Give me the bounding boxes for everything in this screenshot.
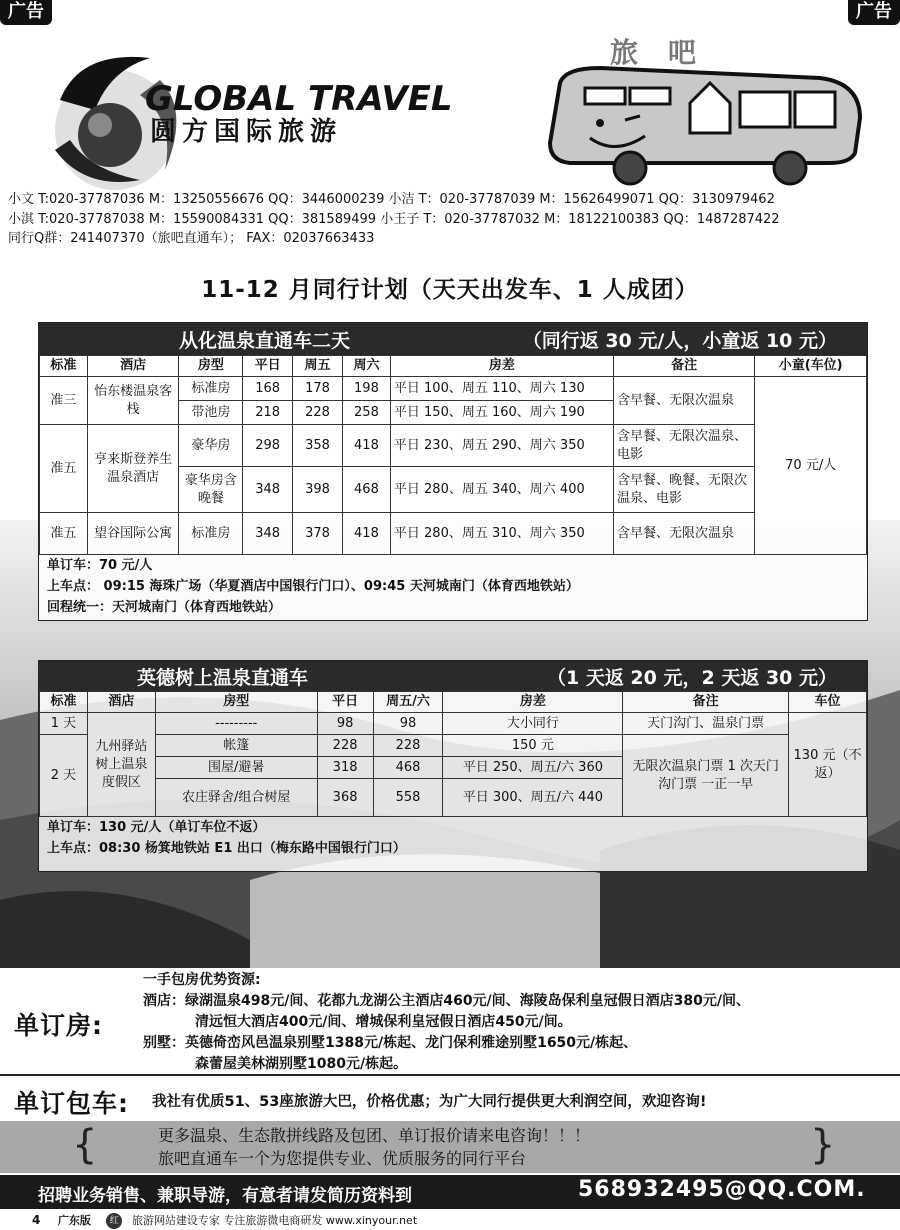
cell-price: 228 <box>293 401 343 425</box>
logo-chinese: 圆方国际旅游 <box>150 117 343 147</box>
col-header: 小童(车位) <box>755 356 867 377</box>
cell-diff: 平日 280、周五 340、周六 400 <box>390 467 613 513</box>
col-header: 房型 <box>179 356 243 377</box>
cell-hotel: 怡东楼温泉客栈 <box>87 377 179 425</box>
col-header: 酒店 <box>87 356 179 377</box>
cell-room: 带池房 <box>179 401 243 425</box>
cell-price: 348 <box>243 467 293 513</box>
col-header: 备注 <box>613 356 754 377</box>
cell-price: 378 <box>293 513 343 555</box>
conghua-price-table <box>39 355 867 555</box>
room-booking-section <box>0 968 900 1074</box>
conghua-rebate: （同行返 30 元/人，小童返 10 元） <box>522 329 837 352</box>
cell-price: 178 <box>293 377 343 401</box>
col-header: 标准 <box>40 356 88 377</box>
col-header: 周五 <box>293 356 343 377</box>
cell-price: 98 <box>317 713 373 735</box>
col-header: 标准 <box>40 692 88 713</box>
recruit-bar <box>0 1175 900 1209</box>
cell-room: 豪华房 <box>179 425 243 467</box>
yingde-price-table <box>39 691 867 817</box>
cell-price: 468 <box>343 467 391 513</box>
contact-line: 同行Q群：241407370（旅吧直通车）； FAX：02037663433 <box>8 231 375 246</box>
cell-diff: 平日 300、周五/六 440 <box>443 779 623 817</box>
brand-icon: 红 <box>106 1213 122 1229</box>
cell-std: 2 天 <box>40 735 88 817</box>
col-header: 平日 <box>317 692 373 713</box>
bus-mascot-image <box>540 28 870 188</box>
logo-english: GLOBAL TRAVEL <box>145 79 453 119</box>
cell-diff: 平日 280、周五 310、周六 350 <box>390 513 613 555</box>
conghua-notes <box>39 555 867 618</box>
divider <box>0 1074 900 1076</box>
page-number: 4 <box>32 1213 41 1227</box>
cell-note: 天门沟门、温泉门票 <box>623 713 789 735</box>
cell-note: 含早餐、无限次温泉、电影 <box>613 425 754 467</box>
cell-note: 含早餐、无限次温泉 <box>613 377 754 425</box>
slogan-line: 更多温泉、生态散拼线路及包团、单订报价请来电咨询！！！ <box>158 1126 591 1145</box>
table-row <box>40 377 867 401</box>
note-line: 回程统一：天河城南门（体育西地铁站） <box>47 600 282 615</box>
slogan-line: 旅吧直通车一个为您提供专业、优质服务的同行平台 <box>158 1149 527 1168</box>
col-header: 周六 <box>343 356 391 377</box>
col-header: 平日 <box>243 356 293 377</box>
cell-std: 准三 <box>40 377 88 425</box>
room-booking-label: 单订房: <box>14 1011 103 1040</box>
cell-price: 198 <box>343 377 391 401</box>
cell-price: 558 <box>373 779 443 817</box>
col-header: 车位 <box>789 692 867 713</box>
cell-price: 98 <box>373 713 443 735</box>
cell-price: 258 <box>343 401 391 425</box>
table-row <box>40 425 867 467</box>
cell-price: 228 <box>373 735 443 757</box>
room-line: 别墅：英德倚峦风邑温泉别墅1388元/栋起、龙门保利雅途别墅1650元/栋起、 <box>143 1035 638 1051</box>
cell-price: 168 <box>243 377 293 401</box>
col-header: 周五/六 <box>373 692 443 713</box>
charter-label: 单订包车: <box>14 1089 129 1118</box>
table-row <box>40 513 867 555</box>
table-header <box>40 356 867 377</box>
cell-price: 298 <box>243 425 293 467</box>
table-row <box>40 713 867 735</box>
cell-room: 农庄驿舍/组合树屋 <box>155 779 317 817</box>
cell-diff: 平日 250、周五/六 360 <box>443 757 623 779</box>
cell-diff: 150 元 <box>443 735 623 757</box>
cell-diff: 平日 230、周五 290、周六 350 <box>390 425 613 467</box>
col-header: 房型 <box>155 692 317 713</box>
global-travel-logo <box>40 40 520 190</box>
room-line: 酒店：绿湖温泉498元/间、花都九龙湖公主酒店460元/间、海陵岛保利皇冠假日酒店380元/间、 <box>143 993 751 1009</box>
cell-room: 围屋/避暑 <box>155 757 317 779</box>
cell-hotel: 望谷国际公寓 <box>87 513 179 555</box>
col-header: 房差 <box>443 692 623 713</box>
footer <box>32 1211 892 1229</box>
slogan-bar <box>0 1121 900 1173</box>
cell-price: 468 <box>373 757 443 779</box>
conghua-title: 从化温泉直通车二天 <box>179 329 351 352</box>
cell-diff: 平日 100、周五 110、周六 130 <box>390 377 613 401</box>
note-line: 上车点：08:30 杨箕地铁站 E1 出口（梅东路中国银行门口） <box>47 841 406 856</box>
cell-diff: 大小同行 <box>443 713 623 735</box>
yingde-notes <box>39 817 867 859</box>
cell-price: 368 <box>317 779 373 817</box>
cell-room: --------- <box>155 713 317 735</box>
cell-std: 1 天 <box>40 713 88 735</box>
charter-section <box>0 1082 900 1118</box>
note-line: 单订车：130 元/人（单订车位不返） <box>47 820 266 835</box>
recruit-email: 568932495@QQ.COM. <box>578 1177 866 1202</box>
table-header <box>40 692 867 713</box>
yingde-rebate: （1 天返 20 元，2 天返 30 元） <box>546 666 837 689</box>
cell-hotel: 亨来斯登养生温泉酒店 <box>87 425 179 513</box>
cell-price: 358 <box>293 425 343 467</box>
yingde-package <box>38 660 868 872</box>
cell-seat-price: 130 元（不返） <box>789 713 867 817</box>
charter-text: 我社有优质51、53座旅游大巴，价格优惠；为广大同行提供更大利润空间，欢迎咨询! <box>152 1094 707 1110</box>
cell-note: 无限次温泉门票 1 次天门沟门票 一正一早 <box>623 735 789 817</box>
cell-price: 398 <box>293 467 343 513</box>
col-header: 酒店 <box>87 692 155 713</box>
room-intro: 一手包房优势资源: <box>143 972 261 988</box>
note-line: 上车点： 09:15 海珠广场（华夏酒店中国银行门口）、09:45 天河城南门（体育西地铁站） <box>47 579 579 594</box>
room-booking-content <box>143 970 750 1075</box>
cell-room: 标准房 <box>179 513 243 555</box>
cell-child-price: 70 元/人 <box>755 377 867 555</box>
yingde-header-bar <box>39 661 867 691</box>
contact-line: 小文 T:020-37787036 M：13250556676 QQ：3446000239 小洁 T：020-37787039 M：15626499071 QQ：3130979462 <box>8 192 775 207</box>
cell-price: 318 <box>317 757 373 779</box>
cell-price: 228 <box>317 735 373 757</box>
left-brace: { <box>72 1122 98 1168</box>
cell-price: 418 <box>343 513 391 555</box>
cell-price: 218 <box>243 401 293 425</box>
room-line: 清远恒大酒店400元/间、增城保利皇冠假日酒店450元/间。 <box>195 1014 572 1030</box>
cell-room: 标准房 <box>179 377 243 401</box>
cell-hotel: 九州驿站树上温泉度假区 <box>87 713 155 817</box>
footer-text: 旅游网站建设专家 专注旅游微电商研发 www.xinyour.net <box>131 1214 418 1227</box>
contact-line: 小淇 T:020-37787038 M：15590084331 QQ：381589499 小王子 T：020-37787032 M：18122100383 QQ：1487287422 <box>8 212 780 227</box>
cell-note: 含早餐、晚餐、无限次温泉、电影 <box>613 467 754 513</box>
page-title: 11-12 月同行计划（天天出发车、1 人成团） <box>201 277 699 303</box>
bus-label: 旅吧 <box>610 36 727 69</box>
cell-room: 豪华房含晚餐 <box>179 467 243 513</box>
col-header: 备注 <box>623 692 789 713</box>
note-line: 单订车：70 元/人 <box>47 558 153 573</box>
right-brace: } <box>810 1122 836 1168</box>
cell-room: 帐篷 <box>155 735 317 757</box>
cell-diff: 平日 150、周五 160、周六 190 <box>390 401 613 425</box>
conghua-package <box>38 322 868 621</box>
cell-std: 准五 <box>40 513 88 555</box>
cell-std: 准五 <box>40 425 88 513</box>
ad-tag-left: 广告 <box>0 0 52 25</box>
room-line: 森蕾屋美林湖别墅1080元/栋起。 <box>195 1056 408 1072</box>
edition-label: 广东版 <box>57 1214 91 1227</box>
yingde-title: 英德树上温泉直通车 <box>137 666 309 689</box>
recruit-text: 招聘业务销售、兼职导游，有意者请发简历资料到 <box>38 1186 412 1206</box>
cell-price: 418 <box>343 425 391 467</box>
cell-price: 348 <box>243 513 293 555</box>
col-header: 房差 <box>390 356 613 377</box>
cell-note: 含早餐、无限次温泉 <box>613 513 754 555</box>
table-row <box>40 735 867 757</box>
ad-tag-right: 广告 <box>848 0 900 25</box>
conghua-header-bar <box>39 323 867 355</box>
